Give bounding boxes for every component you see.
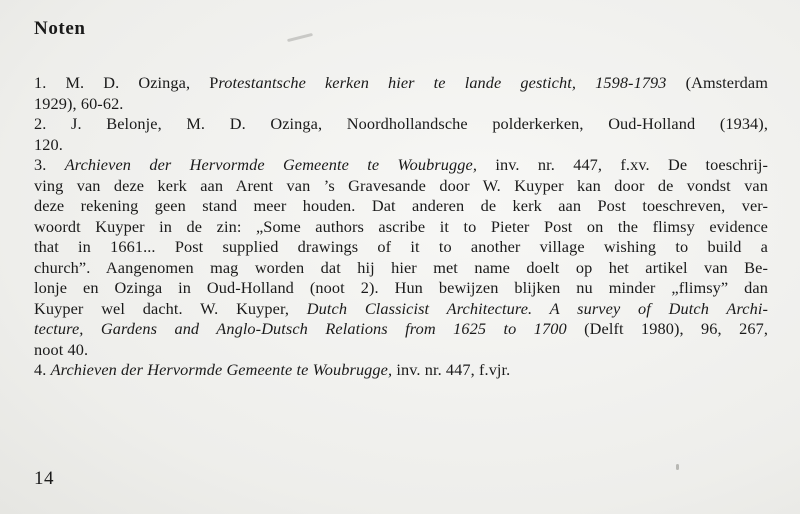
note-1 (34, 73, 768, 114)
note-text: 120. (34, 134, 63, 154)
note-text: (Amsterdam (666, 73, 768, 92)
note-text: lonje en Ozinga in Oud-Holland (noot 2). Hun bewijzen blijken nu minder „flimsy” dan (34, 278, 768, 297)
note-text: woordt Kuyper in de zin: „Some authors ascribe it to Pieter Post on the flimsy evidence (34, 216, 768, 236)
note-line (34, 237, 768, 258)
note-text: 3. (34, 155, 65, 174)
note-line (34, 176, 768, 197)
page-number: 14 (34, 468, 54, 489)
note-line (34, 114, 768, 135)
note-line (34, 299, 768, 320)
note-text: 2. J. Belonje, M. D. Ozinga, Noordhollandsche polderkerken, Oud-Holland (1934), (34, 114, 768, 133)
note-italic-text: Archieven der Hervormde Gemeente te Woubrugge, (64, 155, 478, 174)
note-line (34, 278, 768, 299)
note-text: 1. M. D. Ozinga, P (34, 73, 219, 92)
note-italic-text: Dutch Classicist Architecture. A survey of Dutch Archi- (306, 298, 769, 318)
note-text: deze rekening geen stand meer houden. Dat anderen de kerk aan Post toeschreven, ver- (34, 196, 768, 215)
note-3 (34, 155, 768, 360)
note-text: 4. (34, 360, 51, 379)
note-text: inv. nr. 447, f.xv. De toeschrij- (477, 155, 768, 174)
note-text: that in 1661... Post supplied drawings of it to another village wishing to build a (34, 237, 768, 256)
note-4 (34, 360, 768, 381)
note-line (34, 360, 768, 381)
note-line (34, 73, 768, 94)
note-text: (Delft 1980), 96, 267, (566, 319, 768, 338)
paper-smudge (287, 33, 313, 42)
note-text: inv. nr. 447, f.vjr. (392, 360, 511, 379)
note-line (34, 135, 768, 156)
note-line (34, 217, 768, 238)
note-text: church”. Aangenomen mag worden dat hij hier met name doelt op het artikel van Be- (34, 257, 768, 277)
note-text: noot 40. (34, 339, 89, 359)
notes-heading: Noten (34, 18, 86, 39)
note-line (34, 319, 768, 340)
paper-speck (676, 464, 679, 470)
note-line (34, 94, 768, 115)
note-italic-text: Archieven der Hervormde Gemeente te Woubrugge, (50, 360, 393, 379)
note-line (34, 340, 768, 361)
note-line (34, 155, 768, 176)
note-2 (34, 114, 768, 155)
notes-list (34, 73, 768, 381)
note-text: Kuyper wel dacht. W. Kuyper, (34, 298, 307, 318)
note-text: ving van deze kerk aan Arent van ’s Gravesande door W. Kuyper kan door de vondst van (34, 175, 768, 195)
note-italic-text: tecture, Gardens and Anglo-Dutsch Relations from 1625 to 1700 (34, 319, 567, 338)
note-text: 1929), 60-62. (34, 93, 124, 113)
note-line (34, 196, 768, 217)
note-italic-text: rotestantsche kerken hier te lande gesticht, 1598-1793 (218, 73, 667, 92)
note-line (34, 258, 768, 279)
